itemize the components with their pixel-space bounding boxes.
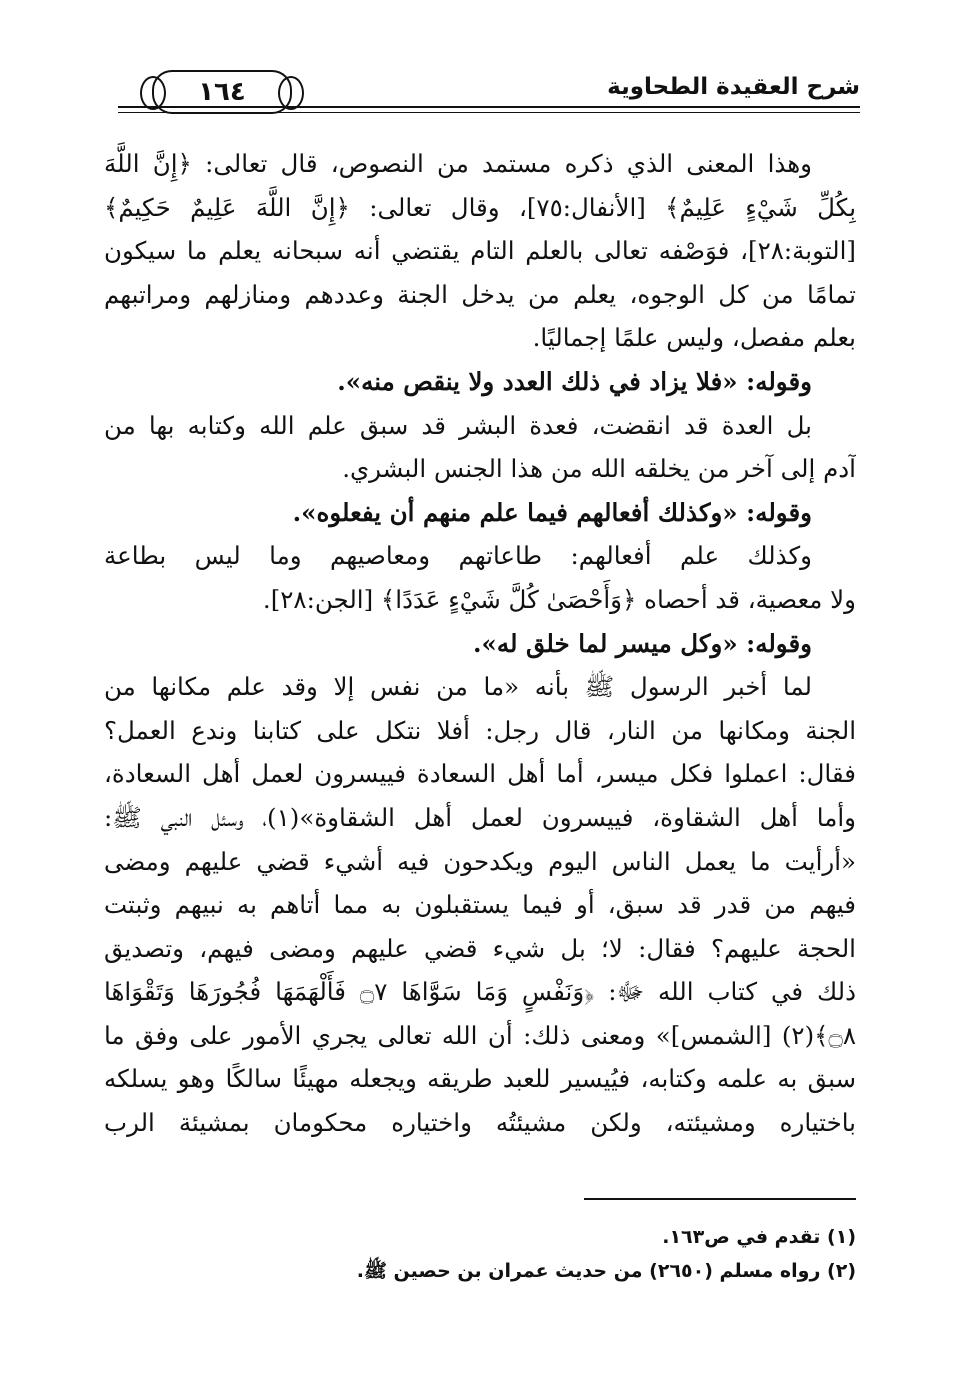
header-rule-thin <box>118 112 860 113</box>
footnote-1: (١) تقدم في ص١٦٣. <box>662 1226 856 1248</box>
text-line: بِكُلِّ شَيْءٍ عَلِيمٌ﴾ [الأنفال:٧٥]، وقال تعالى: ﴿إِنَّ اللَّهَ عَلِيمٌ حَكِيمٌ﴾ <box>104 192 856 222</box>
text-line: لما أخبر الرسول ﷺ بأنه «ما من نفس إلا وقد علم مكانها من <box>104 672 812 702</box>
text-line: الجنة ومكانها من النار، قال رجل: أفلا نتكل على كتابنا وندع العمل؟ <box>104 715 856 745</box>
text-line: [التوبة:٢٨]، فوَصْفه تعالى بالعلم التام يقتضي أنه سبحانه يعلم ما سيكون <box>104 236 856 266</box>
text-line: وأما أهل الشقاوة، فييسرون لعمل أهل الشقاوة»(١)، وسئل النبي ﷺ: <box>104 802 856 832</box>
page-header <box>100 62 860 128</box>
text-line: الحجة عليهم؟ فقال: لا؛ بل شيء قضي عليهم ومضى فيهم، وتصديق <box>104 933 856 963</box>
footnote-2: (٢) رواه مسلم (٢٦٥٠) من حديث عمران بن حصين ﷺ. <box>356 1260 856 1282</box>
footnotes <box>104 1220 856 1288</box>
text-line: فيهم من قدر قد سبق، أو فيما يستقبلون به مما أتاهم به نبيهم وثبتت <box>104 890 856 920</box>
text-line: باختياره ومشيئته، ولكن مشيئتُه واختياره محكومان بمشيئة الرب <box>104 1108 856 1138</box>
main-text <box>104 142 856 1145</box>
text-line: «أرأيت ما يعمل الناس اليوم ويكدحون فيه أشيء قضي عليهم ومضى <box>104 846 856 876</box>
text-line: وهذا المعنى الذي ذكره مستمد من النصوص، قال تعالى: ﴿إِنَّ اللَّهَ <box>104 149 812 178</box>
text-line: بعلم مفصل، وليس علمًا إجماليًا. <box>532 323 856 353</box>
text-line: بل العدة قد انقضت، فعدة البشر قد سبق علم الله وكتابه بها من <box>104 410 812 440</box>
header-rule <box>118 106 860 108</box>
page-number: ١٦٤ <box>152 70 292 114</box>
text-line: آدم إلى آخر من يخلقه الله من هذا الجنس البشري. <box>342 454 856 484</box>
text-line: ولا معصية، قد أحصاه ﴿وَأَحْصَىٰ كُلَّ شَيْءٍ عَدَدًا﴾ [الجن:٢٨]. <box>262 584 856 614</box>
quoted-heading: وقوله: «فلا يزاد في ذلك العدد ولا ينقص منه». <box>337 366 812 396</box>
text-line: ذلك في كتاب الله ﷻ: ﴿وَنَفْسٍ وَمَا سَوَّاهَا ۝٧ فَأَلْهَمَهَا فُجُورَهَا وَتَقْوَاهَا <box>104 977 856 1007</box>
text-line: سبق به علمه وكتابه، فيُيسير للعبد طريقه ويجعله مهيئًا سالكًا وهو يسلكه <box>104 1064 856 1094</box>
footnote-separator <box>584 1198 856 1200</box>
book-title: شرح العقيدة الطحاوية <box>607 74 860 100</box>
text-line: تمامًا من كل الوجوه، يعلم من يدخل الجنة وعددهم ومنازلهم ومراتبهم <box>104 279 856 309</box>
quoted-heading: وقوله: «وكل ميسر لما خلق له». <box>473 628 812 658</box>
text-line: فقال: اعملوا فكل ميسر، أما أهل السعادة فييسرون لعمل أهل السعادة، <box>104 759 856 789</box>
quoted-heading: وقوله: «وكذلك أفعالهم فيما علم منهم أن يفعلوه». <box>292 497 812 527</box>
text-line: ۝٨﴾(٢) [الشمس]» ومعنى ذلك: أن الله تعالى يجري الأمور على وفق ما <box>104 1020 856 1050</box>
text-line: وكذلك علم أفعالهم: طاعاتهم ومعاصيهم وما ليس بطاعة <box>104 541 812 571</box>
